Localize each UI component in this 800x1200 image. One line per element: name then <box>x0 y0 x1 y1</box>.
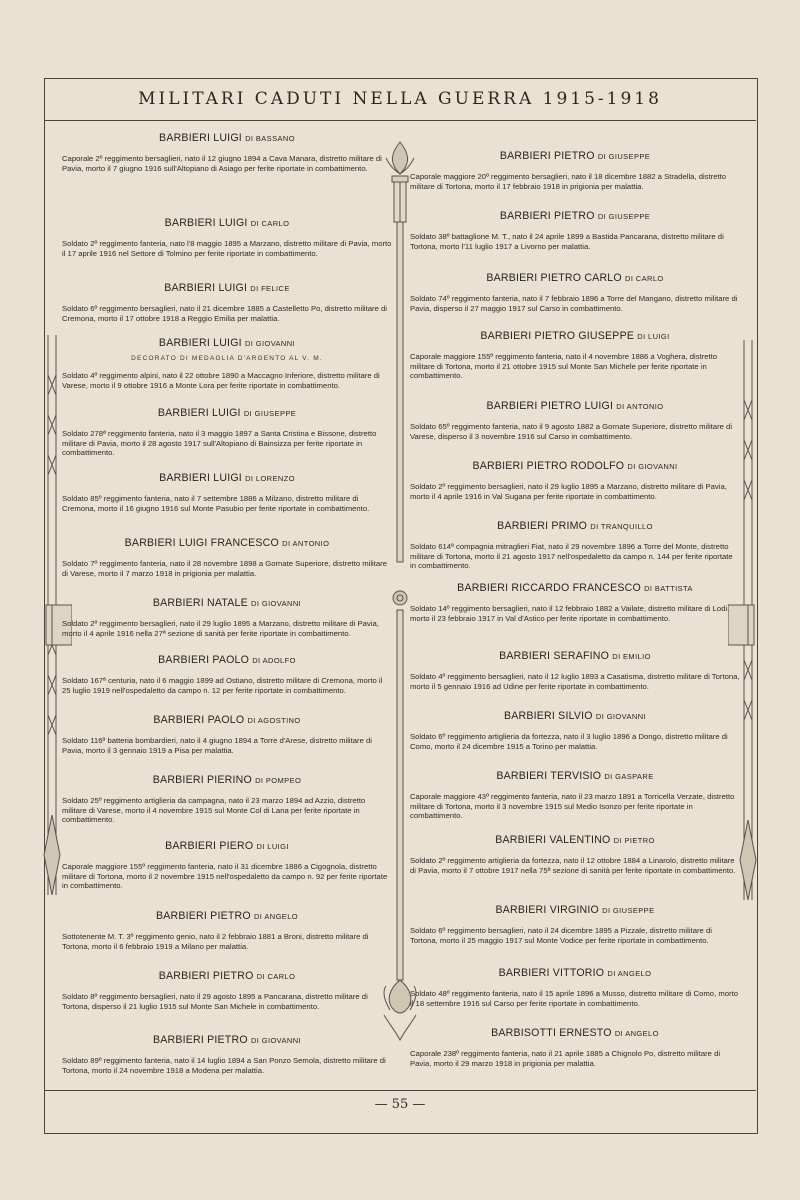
entry-name <box>62 840 392 852</box>
entry-text: Soldato 614ª compagnia mitraglieri Fiat, nato il 29 novembre 1896 a Torre del Monte, distretto militare di Tortona, morto il 21 agosto 1917 nell'ospedaletto da campo n. 144 per ferite riportate in combattimento. <box>410 542 733 571</box>
obituary-entry <box>410 710 740 751</box>
obituary-entry <box>62 537 392 578</box>
entry-surname-given: BARBISOTTI ERNESTO <box>491 1027 612 1039</box>
entry-name <box>410 770 740 782</box>
entry-name <box>62 407 392 419</box>
entry-surname-given: BARBIERI PAOLO <box>158 654 250 666</box>
entry-name <box>62 654 392 666</box>
entry-surname-given: BARBIERI PIETRO RODOLFO <box>472 460 625 472</box>
entry-text: Soldato 2º reggimento bersaglieri, nato il 29 luglio 1895 a Marzano, distretto militare di Pavia, morto il 4 aprile 1916 nella 27ª sezione di sanità per ferite riportate in combattimento. <box>62 619 379 638</box>
entry-surname-given: BARBIERI VIRGINIO <box>495 904 599 916</box>
entry-father: DI CARLO <box>250 219 290 228</box>
obituary-entry <box>410 582 740 623</box>
obituary-entry <box>62 282 392 323</box>
obituary-entry <box>410 272 740 313</box>
entry-name <box>410 582 740 594</box>
entry-name <box>410 967 740 979</box>
obituary-entry <box>62 910 392 951</box>
obituary-entry <box>62 407 392 458</box>
entry-name <box>62 910 392 922</box>
entry-name <box>410 834 740 846</box>
entry-name <box>62 337 392 349</box>
entry-name <box>410 272 740 284</box>
entry-text: Soldato 74º reggimento fanteria, nato il 7 febbraio 1896 a Torre del Mangano, distretto militare di Pavia, disperso il 27 maggio 1917 sul Carso in combattimento. <box>410 294 738 313</box>
entry-surname-given: BARBIERI PIETRO <box>152 1034 248 1046</box>
entry-surname-given: BARBIERI PIETRO LUIGI <box>486 400 614 412</box>
entry-name <box>62 774 392 786</box>
entry-name <box>410 650 740 662</box>
entry-surname-given: BARBIERI LUIGI <box>159 132 242 144</box>
entry-name <box>410 210 740 222</box>
entry-father: DI LORENZO <box>245 474 295 483</box>
entry-father: DI CARLO <box>625 274 664 283</box>
page-number: — 55 — <box>374 1097 426 1112</box>
entry-father: DI AGOSTINO <box>247 716 301 725</box>
obituary-entry <box>410 150 740 191</box>
entry-surname-given: BARBIERI PAOLO <box>153 714 245 726</box>
entry-name <box>410 400 740 412</box>
entry-father: DI BASSANO <box>245 134 295 143</box>
entry-father: DI GASPARE <box>604 772 654 781</box>
entry-father: DI ANGELO <box>607 969 652 978</box>
obituary-entry <box>410 400 740 441</box>
entry-father: DI GIOVANNI <box>244 339 296 348</box>
entry-name <box>410 150 740 162</box>
entry-surname-given: BARBIERI LUIGI <box>158 337 242 349</box>
obituary-entry <box>62 337 392 390</box>
entry-name <box>62 217 392 229</box>
entry-father: DI GIUSEPPE <box>597 152 651 161</box>
footer-rule <box>44 1090 756 1091</box>
entry-name <box>62 714 392 726</box>
entry-father: DI BATTISTA <box>644 584 693 593</box>
entry-surname-given: BARBIERI SILVIO <box>503 710 593 722</box>
entry-surname-given: BARBIERI LUIGI <box>164 282 248 294</box>
entry-text: Soldato 14º reggimento bersaglieri, nato il 12 febbraio 1882 a Vailate, distretto militare di Lodi, morto il 23 febbraio 1917 in Val d'Astico per ferite riportate in combattimento. <box>410 604 730 623</box>
entry-father: DI GIOVANNI <box>595 712 647 721</box>
obituary-entry <box>410 330 740 381</box>
entry-surname-given: BARBIERI PIETRO GIUSEPPE <box>480 330 635 342</box>
entry-surname-given: BARBIERI LUIGI <box>159 472 242 484</box>
entry-name <box>62 597 392 609</box>
entry-text: Caporale maggiore 155º reggimento fanteria, nato il 4 novembre 1886 a Voghera, distretto militare di Tortona, morto il 21 ottobre 1915 sul Monte San Michele per ferite riportate in combattimento. <box>410 352 718 381</box>
entry-text: Soldato 8º reggimento bersaglieri, nato il 29 agosto 1895 a Pancarana, distretto militare di Tortona, disperso il 21 luglio 1915 sul Monte San Michele in combattimento. <box>62 992 368 1011</box>
obituary-entry <box>410 904 740 945</box>
entry-father: DI CARLO <box>256 972 296 981</box>
entry-name <box>410 710 740 722</box>
entry-surname-given: BARBIERI PIETRO <box>499 150 595 162</box>
entry-text: Soldato 4º reggimento alpini, nato il 22 ottobre 1890 a Maccagno Inferiore, distretto militare di Varese, morto il 9 ottobre 1916 a Monte Lora per ferite riportate in combattimento. <box>62 371 380 390</box>
entry-surname-given: BARBIERI PIETRO <box>158 970 254 982</box>
entry-surname-given: BARBIERI PIERINO <box>152 774 252 786</box>
entry-text: Soldato 2º reggimento artiglieria da fortezza, nato il 12 ottobre 1884 a Linarolo, distretto militare di Pavia, morto il 7 ottobre 1917 nella 75ª sezione di sanità per ferite riportate in combattimento. <box>410 856 736 875</box>
obituary-entry <box>410 460 740 501</box>
entry-surname-given: BARBIERI PIERO <box>165 840 254 852</box>
obituary-entry <box>62 597 392 638</box>
entry-name <box>62 132 392 144</box>
entry-surname-given: BARBIERI NATALE <box>152 597 248 609</box>
obituary-entry <box>410 834 740 875</box>
entry-surname-given: BARBIERI RICCARDO FRANCESCO <box>457 582 641 594</box>
entry-surname-given: BARBIERI LUIGI <box>164 217 248 229</box>
entry-text: Caporale maggiore 20º reggimento bersaglieri, nato il 18 dicembre 1882 a Stradella, distretto militare di Tortona, morto il 17 febbraio 1918 in prigionia per malattia. <box>410 172 727 191</box>
obituary-entry <box>62 654 392 695</box>
entry-text: Soldato 116ª batteria bombardieri, nato il 4 giugno 1894 a Torre d'Arese, distretto militare di Pavia, morto il 3 gennaio 1919 a Pisa per malattia. <box>62 736 372 755</box>
obituary-entry <box>62 774 392 825</box>
entry-father: DI GIUSEPPE <box>243 409 297 418</box>
entry-surname-given: BARBIERI PRIMO <box>497 520 588 532</box>
entry-surname-given: BARBIERI TERVISIO <box>496 770 602 782</box>
entry-text: Soldato 65º reggimento fanteria, nato il 9 agosto 1882 a Gornate Superiore, distretto militare di Varese, disperso il 3 novembre 1916 sul Carso in combattimento. <box>410 422 733 441</box>
entry-name <box>62 472 392 484</box>
entry-father: DI GIOVANNI <box>627 462 678 471</box>
entry-father: DI FELICE <box>250 284 290 293</box>
entry-text: Soldato 6º reggimento bersaglieri, nato il 24 dicembre 1895 a Pizzale, distretto militare di Tortona, morto il 25 maggio 1917 sul Monte Vodice per ferite riportate in combattimento. <box>410 926 712 945</box>
entry-name <box>62 970 392 982</box>
obituary-entry <box>410 520 740 571</box>
page-title: MILITARI CADUTI NELLA GUERRA 1915-1918 <box>138 89 662 109</box>
obituary-entry <box>410 770 740 821</box>
entry-text: Soldato 7º reggimento fanteria, nato il 28 novembre 1898 a Gornate Superiore, distretto militare di Varese, morto il 7 marzo 1918 in prigionia per malattia. <box>62 559 388 578</box>
entry-text: Caporale 2º reggimento bersaglieri, nato il 12 giugno 1894 a Cava Manara, distretto militare di Pavia, morto il 7 giugno 1916 sull'Altopiano di Asiago per ferite riportate in combattimento. <box>62 154 382 173</box>
obituary-entry <box>410 1027 740 1068</box>
entry-text: Caporale maggiore 43º reggimento fanteria, nato il 23 marzo 1891 a Torricella Verzate, distretto militare di Tortona, morto il 3 novembre 1915 sul Medio Isonzo per ferite riportate in combattimento. <box>410 792 735 821</box>
entry-surname-given: BARBIERI PIETRO <box>155 910 251 922</box>
entry-text: Caporale 238º reggimento fanteria, nato il 21 aprile 1885 a Chignolo Po, distretto militare di Pavia, morto il 29 marzo 1918 in prigionia per malattia. <box>410 1049 721 1068</box>
entry-father: DI LUIGI <box>256 842 289 851</box>
entry-text: Soldato 89º reggimento fanteria, nato il 14 luglio 1894 a San Ponzo Semola, distretto militare di Tortona, morto il 24 novembre 1918 a Modena per malattia. <box>62 1056 386 1075</box>
page-header <box>44 78 756 121</box>
entry-father: DI ANGELO <box>614 1029 659 1038</box>
obituary-entry <box>62 472 392 513</box>
obituary-entry <box>410 210 740 251</box>
obituary-entry <box>410 967 740 1008</box>
entry-surname-given: BARBIERI VALENTINO <box>495 834 611 846</box>
entry-surname-given: BARBIERI PIETRO CARLO <box>486 272 622 284</box>
obituary-entry <box>62 217 392 258</box>
entry-name <box>410 1027 740 1039</box>
obituary-entry <box>410 650 740 691</box>
entry-text: Soldato 25º reggimento artiglieria da campagna, nato il 23 marzo 1894 ad Azzio, distretto militare di Varese, morto il 4 novembre 1915 sul Monte Col di Lana per ferite riportate in combattimento. <box>62 796 366 825</box>
entry-father: DI ANTONIO <box>282 539 330 548</box>
entry-father: DI LUIGI <box>637 332 670 341</box>
entry-text: Soldato 38º battaglione M. T., nato il 24 aprile 1899 a Bastida Pancarana, distretto militare di Tortona, morto l'11 luglio 1917 a Livorno per malattia. <box>410 232 724 251</box>
entry-name <box>62 1034 392 1046</box>
entry-surname-given: BARBIERI LUIGI <box>157 407 241 419</box>
entry-text: Soldato 167ª centuria, nato il 6 maggio 1899 ad Ostiano, distretto militare di Cremona, morto il 25 luglio 1919 nell'ospedaletto da campo n. 12 per ferite riportate in combattimento. <box>62 676 383 695</box>
entry-father: DI GIUSEPPE <box>597 212 651 221</box>
obituary-entry <box>62 132 392 173</box>
entry-text: Soldato 2º reggimento bersaglieri, nato il 29 luglio 1895 a Marzano, distretto militare di Pavia, morto il 4 aprile 1916 in Val Sugana per ferite riportate in combattimento. <box>410 482 727 501</box>
obituary-entry <box>62 1034 392 1075</box>
entry-text: Soldato 6º reggimento artiglieria da fortezza, nato il 3 luglio 1896 a Dongo, distretto militare di Como, morto il 24 dicembre 1915 a Torino per malattia. <box>410 732 728 751</box>
entry-father: DI GIOVANNI <box>251 599 302 608</box>
entry-father: DI EMILIO <box>612 652 651 661</box>
entry-name <box>410 330 740 342</box>
entry-text: Soldato 4º reggimento bersaglieri, nato il 12 luglio 1893 a Casatisma, distretto militare di Tortona, morto il 5 gennaio 1916 ad Udine per ferite riportate in combattimento. <box>410 672 740 691</box>
entry-text: Soldato 48º reggimento fanteria, nato il 15 aprile 1896 a Musso, distretto militare di Como, morto il 18 settembre 1916 sul Carso per ferite riportate in combattimento. <box>410 989 738 1008</box>
entry-text: Soldato 6º reggimento bersaglieri, nato il 21 dicembre 1885 a Castelletto Po, distretto militare di Cremona, morto il 17 ottobre 1918 a Reggio Emilia per malattia. <box>62 304 388 323</box>
entry-text: Soldato 2º reggimento fanteria, nato l'8 maggio 1895 a Marzano, distretto militare di Pavia, morto il 17 aprile 1916 nel Settore di Tolmino per ferite riportate in combattimento. <box>62 239 392 258</box>
entry-text: Soldato 278ª reggimento fanteria, nato il 3 maggio 1897 a Santa Cristina e Bissone, distretto militare di Pavia, morto il 28 agosto 1917 sull'Altopiano di Bainsizza per ferite riportate in combattimento. <box>62 429 377 458</box>
entry-father: DI GIUSEPPE <box>602 906 655 915</box>
obituary-entry <box>62 840 392 891</box>
entry-text: Soldato 85º reggimento fanteria, nato il 7 settembre 1886 a Milzano, distretto militare di Cremona, morto il 16 giugno 1916 sul Monte Pasubio per ferite riportate in combattimento. <box>62 494 370 513</box>
entry-surname-given: BARBIERI VITTORIO <box>498 967 605 979</box>
entry-father: DI ADOLFO <box>252 656 296 665</box>
entry-surname-given: BARBIERI LUIGI FRANCESCO <box>124 537 279 549</box>
entry-name <box>410 460 740 472</box>
entry-name <box>62 282 392 294</box>
entry-text: Caporale maggiore 155º reggimento fanteria, nato il 31 dicembre 1886 a Cigognola, distretto militare di Tortona, morto il 2 novembre 1915 nell'ospedaletto da campo n. 92 per ferite riportate in combattimento. <box>62 862 388 891</box>
entry-name <box>410 520 740 532</box>
entry-father: DI PIETRO <box>613 836 655 845</box>
entry-father: DI POMPEO <box>255 776 302 785</box>
entry-father: DI GIOVANNI <box>250 1036 302 1045</box>
entry-father: DI TRANQUILLO <box>590 522 653 531</box>
entry-text: Sottotenente M. T. 3º reggimento genio, nato il 2 febbraio 1881 a Broni, distretto militare di Tortona, morto il 6 febbraio 1919 a Milano per malattia. <box>62 932 369 951</box>
entry-name <box>62 537 392 549</box>
entry-surname-given: BARBIERI SERAFINO <box>499 650 610 662</box>
entry-surname-given: BARBIERI PIETRO <box>499 210 595 222</box>
entry-father: DI ANGELO <box>253 912 299 921</box>
entry-father: DI ANTONIO <box>616 402 664 411</box>
obituary-entry <box>62 970 392 1011</box>
entry-name <box>410 904 740 916</box>
obituary-entry <box>62 714 392 755</box>
entry-decoration: DECORATO DI MEDAGLIA D'ARGENTO AL V. M. <box>131 355 323 362</box>
